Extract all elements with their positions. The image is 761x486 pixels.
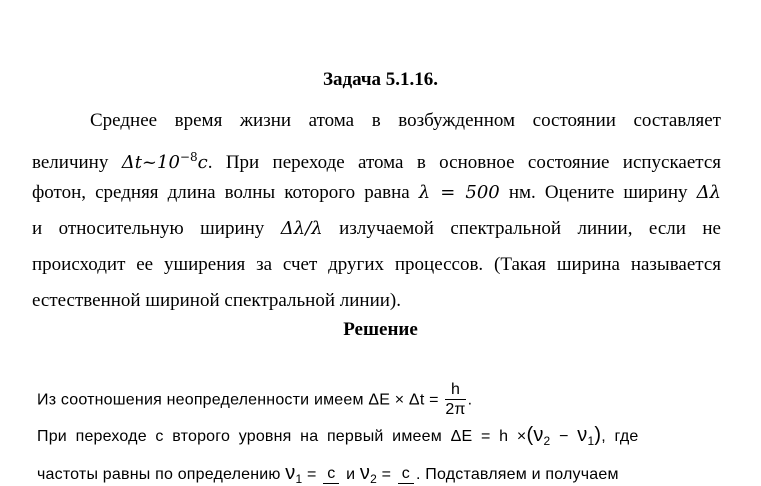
statement-line-6: естественной шириной спектральной линии). (32, 290, 401, 311)
math-exponent: −8 (179, 150, 198, 164)
math-delta-t: Δt~10 (121, 152, 180, 173)
solution-heading: Решение (343, 319, 418, 340)
problem-statement (32, 103, 721, 319)
statement-line-3: фотон, средняя длина волны которого равна λ = 500 нм. Оцените ширину Δλ (32, 182, 722, 203)
math-relative-width: Δλ/λ (280, 218, 323, 239)
statement-line-5: происходит ее уширения за счет других процессов. (Такая ширина называется (32, 254, 721, 275)
statement-line-4: и относительную ширину Δλ/λ излучаемой спектральной линии, если не (32, 218, 721, 239)
math-delta-lambda: Δλ (696, 182, 722, 203)
statement-line-2: величину $\Delta t\sim 10^{-8}c$. При переходе атома в основное состояние испускается (32, 150, 721, 173)
math-lambda: λ = 500 (418, 182, 500, 203)
fraction-c-2: c (398, 465, 414, 484)
solution-line-1: Из соотношения неопределенности имеем ΔE × Δt = $\frac{h}{2\pi}$ . (37, 381, 473, 418)
formula-energy: ΔE = h × (450, 428, 527, 445)
solution-line-2: При переходе с второго уровня на первый имеем $\Delta E = h \times(\nu_2 - \nu_1)$, где (37, 424, 639, 448)
fraction-h-2pi: $\frac{h}{2\pi}$ (445, 381, 466, 418)
fraction-c-1: c (323, 465, 339, 484)
math-unit: c (197, 152, 208, 173)
statement-line-1: Среднее время жизни атома в возбужденном состоянии составляет (90, 110, 721, 131)
solution-line-3: частоты равны по определению $\nu_1$ = c и $\nu_2$ = c . Подставляем и получаем (37, 462, 619, 486)
formula-uncertainty: ΔE × Δt = (368, 391, 439, 409)
problem-title: Задача 5.1.16. (322, 69, 439, 90)
